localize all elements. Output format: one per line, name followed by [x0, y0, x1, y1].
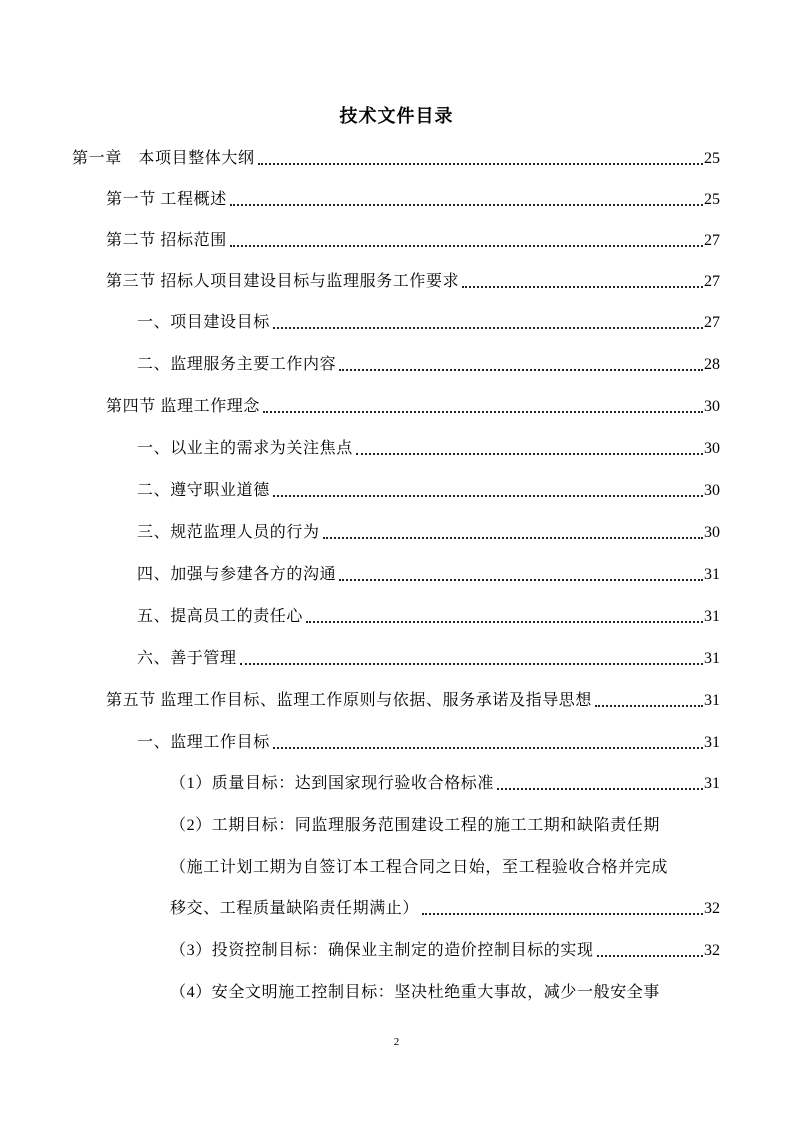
- toc-entry-label: （4）安全文明施工控制目标：坚决杜绝重大事故，减少一般安全事: [170, 984, 661, 1001]
- toc-entry-chapter-1[interactable]: [72, 147, 720, 171]
- toc-entry-label: 三、规范监理人员的行为: [137, 524, 320, 541]
- dot-leader: [497, 772, 703, 796]
- toc-entry-page: 27: [704, 232, 720, 249]
- toc-entry-subsection[interactable]: [137, 353, 720, 377]
- toc-entry-item[interactable]: [170, 772, 720, 796]
- toc-entry-label: （施工计划工期为自签订本工程合同之日始，至工程验收合格并完成: [170, 859, 669, 876]
- toc-entry-section-5[interactable]: [106, 689, 720, 713]
- toc-entry-section-4[interactable]: [106, 395, 720, 419]
- dot-leader: [263, 395, 703, 419]
- page-number: 2: [393, 1036, 400, 1048]
- dot-leader: [273, 479, 703, 503]
- toc-entry-section-1[interactable]: [106, 188, 720, 212]
- dot-leader: [462, 270, 703, 294]
- toc-entry-subsection[interactable]: [137, 563, 720, 587]
- toc-entry-page: 31: [704, 775, 720, 792]
- toc-entry-item-line-1[interactable]: [170, 814, 720, 838]
- toc-entry-page: 30: [704, 440, 720, 457]
- dot-leader: [597, 939, 703, 963]
- toc-entry-page: 28: [704, 356, 720, 373]
- dot-leader: [240, 647, 703, 671]
- toc-entry-page: 30: [704, 524, 720, 541]
- dot-leader: [323, 521, 703, 545]
- dot-leader: [595, 689, 703, 713]
- dot-leader: [273, 311, 703, 335]
- toc-entry-label: （1）质量目标：达到国家现行验收合格标准: [170, 775, 495, 792]
- toc-entry-label: （3）投资控制目标：确保业主制定的造价控制目标的实现: [170, 942, 594, 959]
- toc-entry-section-2[interactable]: [106, 229, 720, 253]
- toc-entry-page: 30: [704, 482, 720, 499]
- toc-entry-label: 六、善于管理: [137, 650, 237, 667]
- toc-entry-subsection[interactable]: [137, 437, 720, 461]
- dot-leader: [306, 605, 703, 629]
- toc-entry-subsection[interactable]: [137, 521, 720, 545]
- dot-leader: [273, 731, 703, 755]
- toc-entry-page: 27: [704, 314, 720, 331]
- toc-entry-label: 第一节 工程概述: [106, 191, 227, 208]
- toc-entry-label: 五、提高员工的责任心: [137, 608, 304, 625]
- toc-entry-label: 第一章 本项目整体大纲: [72, 150, 255, 167]
- toc-entry-label: 二、监理服务主要工作内容: [137, 356, 337, 373]
- toc-entry-label: 移交、工程质量缺陷责任期满止）: [170, 900, 420, 917]
- toc-entry-item[interactable]: [170, 939, 720, 963]
- toc-entry-item-line-3[interactable]: [170, 897, 720, 921]
- toc-entry-page: 25: [704, 191, 720, 208]
- dot-leader: [356, 437, 703, 461]
- toc-entry-page: 32: [704, 942, 720, 959]
- toc-entry-subsection[interactable]: [137, 311, 720, 335]
- toc-entry-page: 30: [704, 398, 720, 415]
- toc-entry-page: 31: [704, 692, 720, 709]
- toc-entry-subsection[interactable]: [137, 647, 720, 671]
- toc-title: 技术文件目录: [339, 106, 454, 127]
- toc-entry-label: 第三节 招标人项目建设目标与监理服务工作要求: [106, 273, 460, 290]
- toc-entry-label: 四、加强与参建各方的沟通: [137, 566, 337, 583]
- toc-entry-label: 一、监理工作目标: [137, 734, 270, 751]
- dot-leader: [339, 353, 703, 377]
- toc-entry-page: 31: [704, 650, 720, 667]
- toc-entry-item-line-2[interactable]: [170, 856, 720, 880]
- toc-entry-page: 27: [704, 273, 720, 290]
- toc-entry-page: 25: [704, 150, 720, 167]
- toc-entry-label: 第二节 招标范围: [106, 232, 227, 249]
- toc-entry-page: 31: [704, 566, 720, 583]
- dot-leader: [230, 229, 703, 253]
- dot-leader: [258, 147, 703, 171]
- toc-entry-subsection[interactable]: [137, 605, 720, 629]
- toc-entry-subsection[interactable]: [137, 479, 720, 503]
- toc-entry-subsection[interactable]: [137, 731, 720, 755]
- dot-leader: [230, 188, 703, 212]
- toc-entry-label: 一、以业主的需求为关注焦点: [137, 440, 353, 457]
- toc-entry-page: 31: [704, 734, 720, 751]
- toc-entry-label: 第四节 监理工作理念: [106, 398, 261, 415]
- dot-leader: [422, 897, 703, 921]
- toc-entry-label: （2）工期目标：同监理服务范围建设工程的施工工期和缺陷责任期: [170, 817, 661, 834]
- dot-leader: [339, 563, 703, 587]
- toc-entry-page: 31: [704, 608, 720, 625]
- toc-entry-page: 32: [704, 900, 720, 917]
- toc-entry-label: 第五节 监理工作目标、监理工作原则与依据、服务承诺及指导思想: [106, 692, 593, 709]
- toc-entry-label: 一、项目建设目标: [137, 314, 270, 331]
- toc-entry-section-3[interactable]: [106, 270, 720, 294]
- toc-entry-item[interactable]: [170, 981, 720, 1005]
- toc-entry-label: 二、遵守职业道德: [137, 482, 270, 499]
